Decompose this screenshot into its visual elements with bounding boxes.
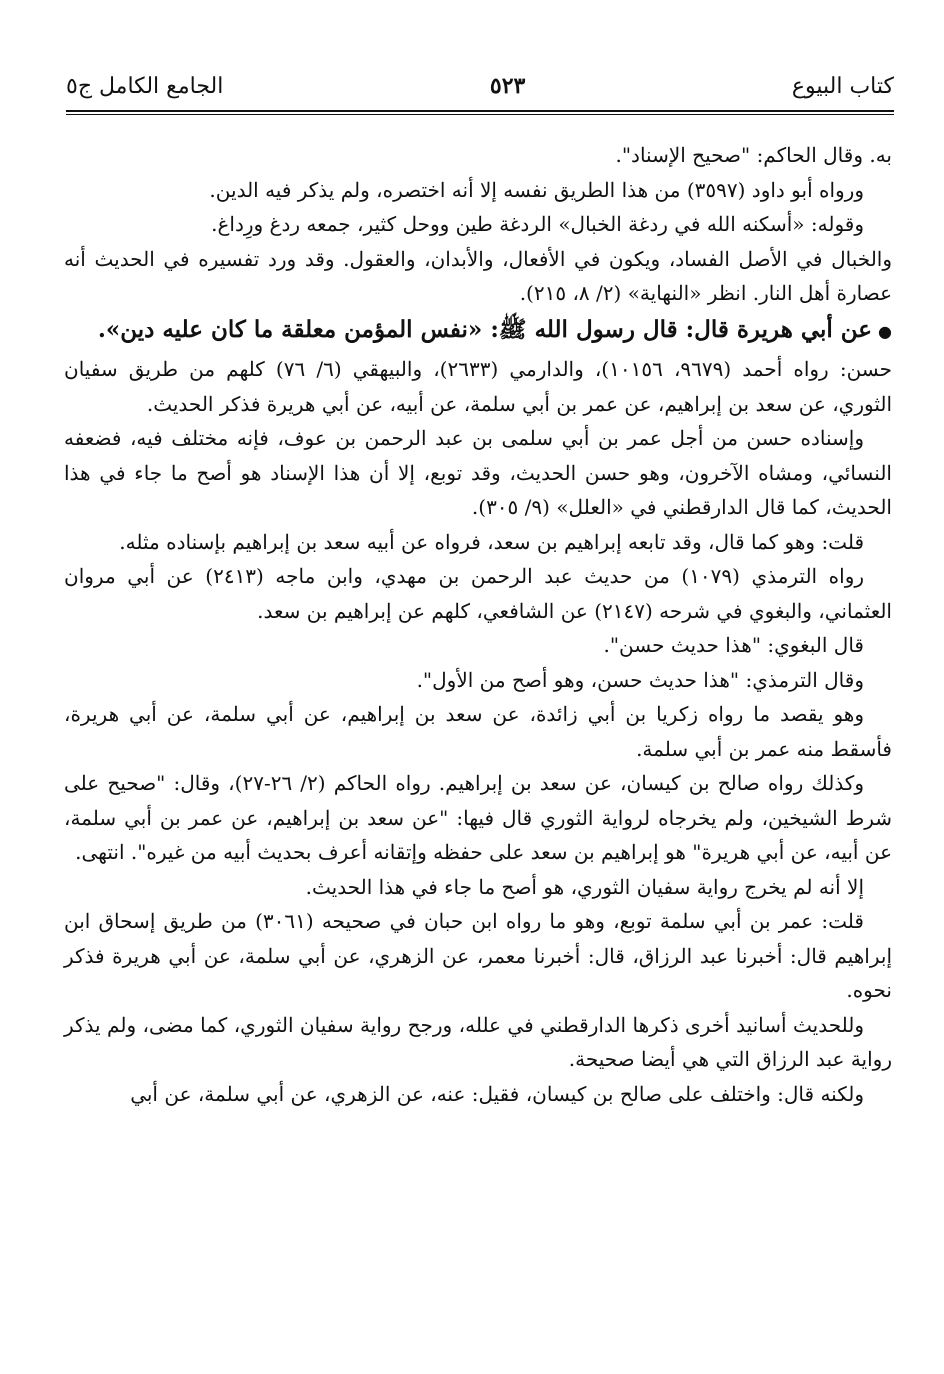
running-header — [66, 66, 894, 106]
paragraph: وهو يقصد ما رواه زكريا بن أبي زائدة، عن سعد بن إبراهيم، عن أبي سلمة، عن أبي هريرة، فأسقط منه عمر بن أبي سلمة. — [64, 702, 892, 761]
hadith-text — [64, 313, 892, 350]
paragraph: والخبال في الأصل الفساد، ويكون في الأفعال، والأبدان، والعقول. وقد ورد تفسيره في الحديث أنه عصارة أهل النار. انظر «النهاية» (٢/ ٨، ٢١٥). — [64, 246, 892, 305]
bullet-icon: ● — [878, 321, 892, 341]
paragraph: إلا أنه لم يخرج رواية سفيان الثوري، هو أصح ما جاء في هذا الحديث. — [305, 874, 864, 899]
paragraph: وقال الترمذي: "هذا حديث حسن، وهو أصح من الأول". — [416, 667, 864, 692]
header-book-title: الجامع الكامل ج٥ — [66, 73, 224, 99]
page-number: ٥٢٣ — [489, 73, 526, 99]
header-rule-thick — [66, 110, 894, 112]
paragraph: وكذلك رواه صالح بن كيسان، عن سعد بن إبراهيم. رواه الحاكم (٢/ ٢٦-٢٧)، وقال: "صحيح على شرط الشيخين، ولم يخرجاه لرواية الثوري قال فيها: "عن سعد بن إبراهيم، عن عمر بن أبي سلمة، عن أبيه، عن أبي هريرة" هو إبراهيم بن سعد على حفظه وإتقانه أعرف بحديث أبيه من غيره". انتهى. — [64, 771, 892, 864]
header-chapter-title: كتاب البيوع — [791, 73, 894, 99]
paragraph: رواه الترمذي (١٠٧٩) من حديث عبد الرحمن بن مهدي، وابن ماجه (٢٤١٣) عن أبي مروان العثماني، والبغوي في شرحه (٢١٤٧) عن الشافعي، كلهم عن إبراهيم بن سعد. — [64, 564, 892, 623]
paragraph: قلت: وهو كما قال، وقد تابعه إبراهيم بن سعد، فرواه عن أبيه سعد بن إبراهيم بإسناده مثله. — [119, 529, 864, 554]
page-body — [64, 138, 892, 1111]
header-rule-thin — [66, 114, 894, 115]
paragraph: وإسناده حسن من أجل عمر بن أبي سلمى بن عبد الرحمن بن عوف، فإنه مختلف فيه، فضعفه النسائي، ومشاه الآخرون، وهو حسن الحديث، وقد توبع، إلا أن هذا الإسناد هو أصح ما جاء في هذا الحديث، كما قال الدارقطني في «العلل» (٩/ ٣٠٥). — [64, 426, 892, 519]
paragraph: ورواه أبو داود (٣٥٩٧) من هذا الطريق نفسه إلا أنه اختصره، ولم يذكر فيه الدين. — [209, 177, 864, 202]
paragraph: وقوله: «أسكنه الله في ردغة الخبال» الردغة طين ووحل كثير، جمعه ردغ ورِداغ. — [211, 212, 864, 236]
paragraph: به. وقال الحاكم: "صحيح الإسناد". — [615, 143, 892, 167]
hadith-body: عن أبي هريرة قال: قال رسول الله ﷺ: «نفس المؤمن معلقة ما كان عليه دين». — [97, 315, 873, 343]
paragraph: ولكنه قال: واختلف على صالح بن كيسان، فقيل: عنه، عن الزهري، عن أبي سلمة، عن أبي — [130, 1081, 864, 1106]
paragraph: حسن: رواه أحمد (٩٦٧٩، ١٠١٥٦)، والدارمي (٢٦٣٣)، والبيهقي (٦/ ٧٦) كلهم من طريق سفيان الثوري، عن سعد بن إبراهيم، عن عمر بن أبي سلمة، عن أبيه، عن أبي هريرة فذكر الحديث. — [64, 357, 892, 416]
paragraph: قال البغوي: "هذا حديث حسن". — [603, 633, 864, 657]
paragraph: وللحديث أسانيد أخرى ذكرها الدارقطني في علله، ورجح رواية سفيان الثوري، كما مضى، ولم يذكر رواية عبد الرزاق التي هي أيضا صحيحة. — [64, 1012, 892, 1071]
paragraph: قلت: عمر بن أبي سلمة توبع، وهو ما رواه ابن حبان في صحيحه (٣٠٦١) من طريق إسحاق ابن إبراهيم قال: أخبرنا عبد الرزاق، قال: أخبرنا معمر، عن الزهري، عن أبي سلمة، عن أبي هريرة فذكر نحوه. — [64, 909, 892, 1002]
